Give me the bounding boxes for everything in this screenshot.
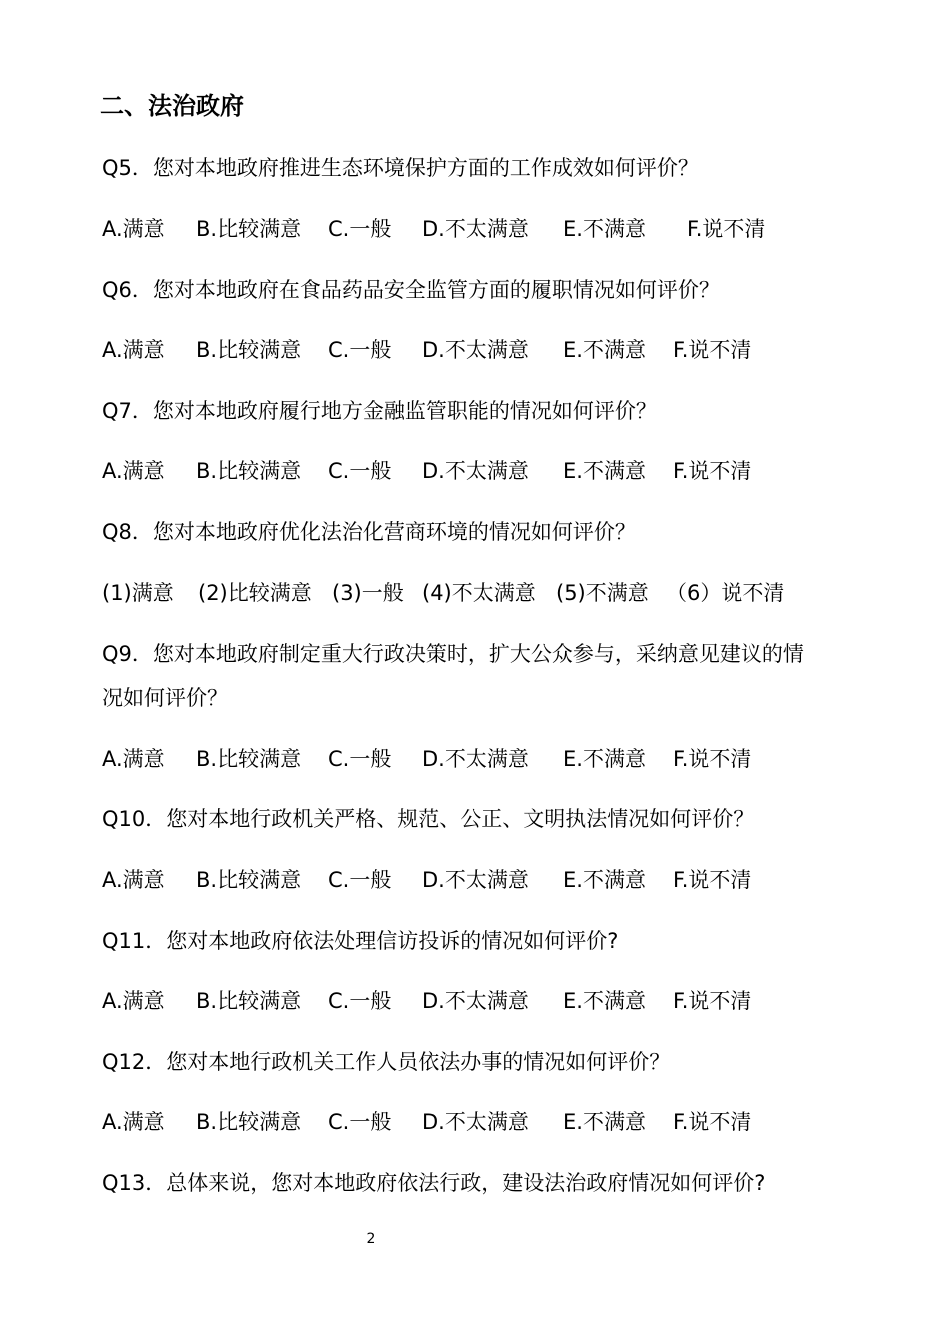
option-c: C.一般 <box>328 1110 392 1134</box>
option-a: A.满意 <box>102 1110 165 1134</box>
question-q5: Q5．您对本地政府推进生态环境保护方面的工作成效如何评价？ <box>102 156 699 180</box>
section-title: 二、法治政府 <box>100 92 244 120</box>
options-q6 <box>0 336 950 364</box>
question-q13: Q13．总体来说，您对本地政府依法行政，建设法治政府情况如何评价? <box>102 1171 766 1195</box>
question-q11: Q11．您对本地政府依法处理信访投诉的情况如何评价? <box>102 929 619 953</box>
option-a: A.满意 <box>102 868 165 892</box>
options-q7 <box>0 457 950 485</box>
option-d: D.不太满意 <box>422 217 529 241</box>
option-e: E.不满意 <box>563 868 646 892</box>
option-c: C.一般 <box>328 989 392 1013</box>
option-5: (5)不满意 <box>556 581 649 605</box>
option-c: C.一般 <box>328 747 392 771</box>
options-q9 <box>0 745 950 773</box>
option-f: F.说不清 <box>673 868 752 892</box>
option-a: A.满意 <box>102 747 165 771</box>
option-d: D.不太满意 <box>422 338 529 362</box>
option-b: B.比较满意 <box>196 989 302 1013</box>
options-q5 <box>0 215 950 243</box>
option-b: B.比较满意 <box>196 868 302 892</box>
option-1: (1)满意 <box>102 581 174 605</box>
option-2: (2)比较满意 <box>198 581 312 605</box>
option-f: F.说不清 <box>673 338 752 362</box>
question-q6: Q6．您对本地政府在食品药品安全监管方面的履职情况如何评价？ <box>102 278 720 302</box>
option-d: D.不太满意 <box>422 989 529 1013</box>
option-c: C.一般 <box>328 459 392 483</box>
option-b: B.比较满意 <box>196 217 302 241</box>
option-b: B.比较满意 <box>196 747 302 771</box>
options-q10 <box>0 866 950 894</box>
option-d: D.不太满意 <box>422 747 529 771</box>
question-q12: Q12．您对本地行政机关工作人员依法办事的情况如何评价？ <box>102 1050 671 1074</box>
option-d: D.不太满意 <box>422 459 529 483</box>
option-f: F.说不清 <box>673 459 752 483</box>
option-a: A.满意 <box>102 338 165 362</box>
option-e: E.不满意 <box>563 338 646 362</box>
options-q8 <box>0 579 950 607</box>
option-b: B.比较满意 <box>196 1110 302 1134</box>
option-c: C.一般 <box>328 868 392 892</box>
question-q9-continued: 况如何评价？ <box>102 686 228 710</box>
option-f: F.说不清 <box>673 1110 752 1134</box>
question-q8: Q8．您对本地政府优化法治化营商环境的情况如何评价？ <box>102 520 636 544</box>
option-e: E.不满意 <box>563 217 646 241</box>
option-a: A.满意 <box>102 217 165 241</box>
option-b: B.比较满意 <box>196 459 302 483</box>
option-e: E.不满意 <box>563 989 646 1013</box>
question-q10: Q10．您对本地行政机关严格、规范、公正、文明执法情况如何评价？ <box>102 807 755 831</box>
option-b: B.比较满意 <box>196 338 302 362</box>
option-e: E.不满意 <box>563 747 646 771</box>
option-6: （6）说不清 <box>666 581 785 605</box>
option-f: F.说不清 <box>673 989 752 1013</box>
option-a: A.满意 <box>102 459 165 483</box>
options-q11 <box>0 987 950 1015</box>
option-e: E.不满意 <box>563 459 646 483</box>
options-q12 <box>0 1108 950 1136</box>
option-4: (4)不太满意 <box>422 581 536 605</box>
option-f: F.说不清 <box>687 217 766 241</box>
option-a: A.满意 <box>102 989 165 1013</box>
question-q9: Q9．您对本地政府制定重大行政决策时，扩大公众参与，采纳意见建议的情 <box>102 642 804 666</box>
option-e: E.不满意 <box>563 1110 646 1134</box>
option-f: F.说不清 <box>673 747 752 771</box>
option-c: C.一般 <box>328 338 392 362</box>
page-number: 2 <box>366 1231 376 1247</box>
option-d: D.不太满意 <box>422 868 529 892</box>
question-q7: Q7．您对本地政府履行地方金融监管职能的情况如何评价？ <box>102 399 657 423</box>
option-d: D.不太满意 <box>422 1110 529 1134</box>
option-3: (3)一般 <box>332 581 404 605</box>
option-c: C.一般 <box>328 217 392 241</box>
